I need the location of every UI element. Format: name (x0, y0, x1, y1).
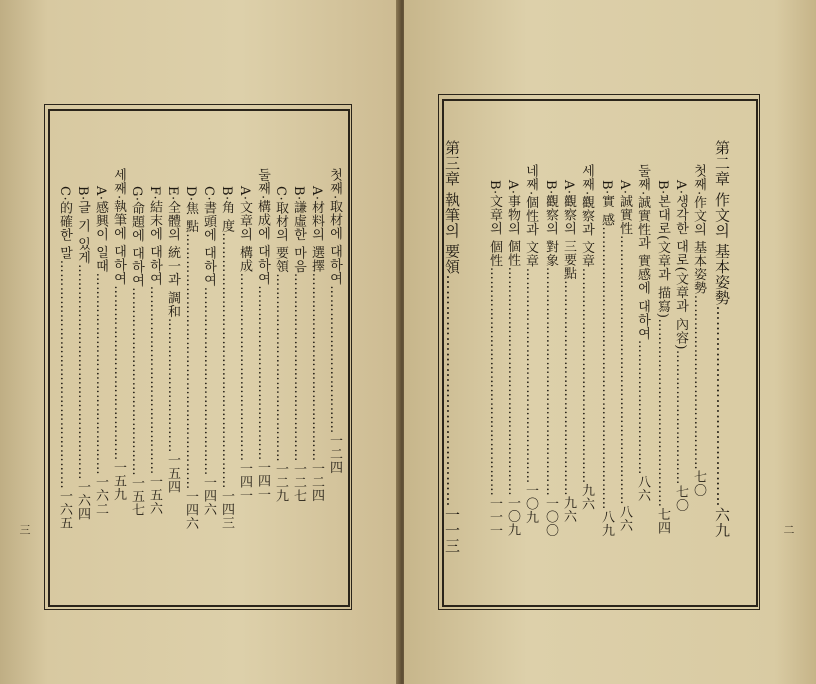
toc-entry: 둘째·誠實性과 實感에 대하여…………………………八六 (635, 164, 650, 502)
toc-entry: 세째·執筆에 대하여…………………………………一五九 (111, 168, 126, 502)
right-page (404, 0, 816, 684)
toc-entry: 둘째·構成에 대하여…………………………………一四一 (255, 168, 270, 502)
page-number: 三 (18, 524, 31, 535)
toc-entry: C·書頭에 대하여……………………………………一四六 (201, 186, 216, 517)
toc-entry: 첫째·取材에 대하여……………………………一二四 (327, 168, 342, 475)
page-number: 二 (782, 524, 795, 535)
toc-entry: B·實 感………………………………………………………八九 (599, 180, 614, 537)
chapter-title: 第三章 執筆의 要領………………………………………一一三 (443, 140, 461, 554)
toc-entry: A·感興이 일때………………………………………一六二 (93, 186, 108, 516)
toc-entry: B·角 度…………………………………………………一四三 (219, 186, 234, 530)
toc-entry: C·取材의 要領……………………………………一二九 (273, 186, 288, 503)
chapter-title: 第二章 作文의 基本姿勢…………………………………六九 (713, 140, 731, 539)
toc-entry: E·全體의 統一과 調和…………………………一五四 (165, 186, 180, 494)
toc-entry: B·謙虛한 마음……………………………………一二七 (291, 186, 306, 503)
toc-entry: A·생각한 대로(文章과 內容)…………………………七〇 (673, 180, 688, 512)
toc-entry: B·文章의 個性……………………………………………一一一 (487, 180, 502, 537)
toc-entry: B·글 기 있게…………………………………………一六四 (75, 186, 90, 521)
toc-entry: 세째·觀察과 文章…………………………………………九六 (579, 164, 594, 511)
toc-entry: G·命題에 대하여……………………………………一五七 (129, 186, 144, 517)
toc-entry: B·觀察의 對象……………………………………………一〇〇 (543, 180, 558, 537)
toc-entry: C·的確한 말……………………………………………一六五 (57, 186, 72, 530)
toc-entry: D·焦 點…………………………………………………一四六 (183, 186, 198, 531)
toc-entry: A·文章의 構成……………………………………一四一 (237, 186, 252, 503)
toc-entry: A·材料의 選擇……………………………………一二四 (309, 186, 324, 503)
toc-entry: A·誠實性……………………………………………………八六 (617, 180, 632, 533)
left-page (0, 0, 400, 684)
toc-entry: B·본대로(文章과 描寫)……………………………………七四 (655, 180, 670, 535)
toc-entry: 첫째·作文의 基本姿勢…………………………………七〇 (691, 164, 706, 498)
toc-entry: A·觀察의 三要點…………………………………………九六 (561, 180, 576, 524)
toc-entry: 네째·個性과 文章…………………………………………一〇九 (523, 164, 538, 525)
toc-entry: A·事物의 個性……………………………………………一〇九 (505, 180, 520, 537)
toc-entry: F·結末에 대하여……………………………………一五六 (147, 186, 162, 516)
